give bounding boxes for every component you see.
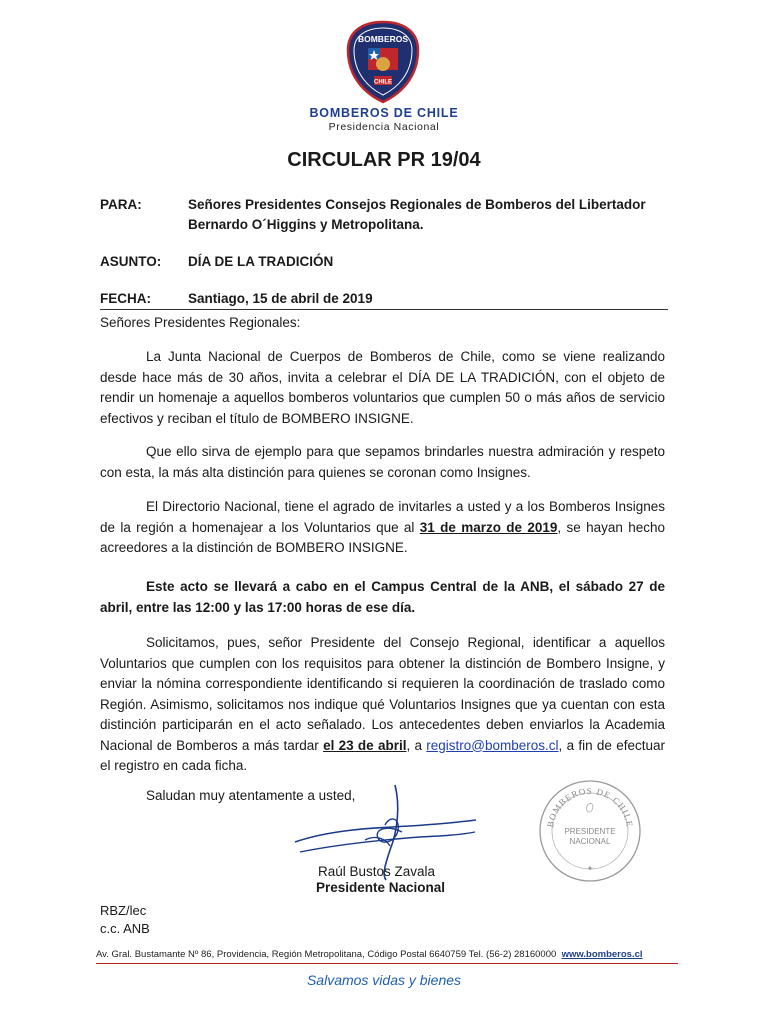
email-link[interactable]: registro@bomberos.cl (426, 737, 559, 753)
paragraph-3-text-b: , se hayan hecho acreedores a la distinción de BOMBERO INSIGNE. (100, 519, 665, 555)
para-value-line2: Bernardo O´Higgins y Metropolitana. (188, 217, 424, 232)
paragraph-3 (100, 497, 665, 559)
signer-title: Presidente Nacional (316, 880, 446, 895)
paragraph-1: La Junta Nacional de Cuerpos de Bomberos de Chile, como se viene realizando desde hace más de 30 años, invita a celebrar el DÍA DE LA TRADICIÓN, con el objeto de rendir un homenaje a aquellos bomberos voluntarios que cumplen 50 o más años de servicio efectivos y reciban el título de BOMBERO INSIGNE. (100, 349, 665, 426)
svg-text:✦: ✦ (586, 864, 594, 873)
para-label: PARA: (100, 197, 142, 212)
circular-title: CIRCULAR PR 19/04 (287, 149, 481, 171)
paragraph-5-date: el 23 de abril (323, 737, 407, 753)
signer-name: Raúl Bustos Zavala (318, 864, 436, 879)
footer-slogan: Salvamos vidas y bienes (306, 972, 462, 988)
paragraph-3-date: 31 de marzo de 2019 (419, 519, 558, 535)
asunto-value: DÍA DE LA TRADICIÓN (188, 254, 334, 269)
paragraph-2: Que ello sirva de ejemplo para que sepamos brindarles nuestra admiración y respeto con esta, la más alta distinción para quienes se coronan como Insignes. (100, 444, 665, 480)
carbon-copy: c.c. ANB (100, 921, 150, 936)
presidency-seal (535, 776, 645, 886)
seal-line-2: NACIONAL (569, 837, 611, 846)
para-value-line1: Señores Presidentes Consejos Regionales de Bomberos del Libertador (188, 197, 646, 212)
logo-text-top: BOMBEROS (357, 34, 409, 44)
seal-line-1: PRESIDENTE (564, 827, 616, 836)
paragraph-5-text-c: , a fin de efectuar el registro en cada ficha. (100, 737, 665, 773)
footer-divider (96, 963, 678, 964)
asunto-label: ASUNTO: (100, 254, 162, 269)
footer-address-line (96, 949, 678, 960)
paragraph-3-text-a: El Directorio Nacional, tiene el agrado de invitarles a usted y a los Bomberos Insignes de la región a homenajear a los Voluntarios que al (100, 499, 665, 535)
logo-text-bottom: CHILE (374, 79, 392, 86)
paragraph-4: Este acto se llevará a cabo en el Campus Central de la ANB, el sábado 27 de abril, entre las 12:00 y las 17:00 horas de ese día. (100, 579, 665, 615)
fecha-label: FECHA: (100, 291, 151, 306)
salutation: Señores Presidentes Regionales: (100, 315, 301, 330)
reference-initials: RBZ/lec (100, 903, 147, 918)
bomberos-logo (346, 20, 420, 104)
organization-subtitle: Presidencia Nacional (328, 121, 440, 133)
fecha-value: Santiago, 15 de abril de 2019 (188, 291, 373, 306)
header-divider (100, 309, 668, 310)
paragraph-5 (100, 633, 665, 777)
paragraph-5-text-b: , a (406, 737, 427, 753)
closing: Saludan muy atentamente a usted, (146, 788, 356, 803)
seal-ring-text: BOMBEROS DE CHILE (545, 785, 635, 829)
paragraph-5-text-a: Solicitamos, pues, señor Presidente del Consejo Regional, identificar a aquellos Voluntarios que cumplen con los requisitos para obtener la distinción de Bombero Insigne, y enviar la nómina correspondiente identificando si requieren la coordinación de traslado como Región. Asimismo, solicitamos nos indique qué Voluntarios Insignes que ya cuentan con esta distinción participarán en el acto señalado. Los antecedentes deben enviarlos la Academia Nacional de Bomberos a más tardar (100, 635, 665, 753)
footer-address: Av. Gral. Bustamante Nº 86, Providencia, Región Metropolitana, Código Postal 6640759 Tel. (56-2) 28160000 (96, 949, 557, 960)
organization-name: BOMBEROS DE CHILE (309, 106, 459, 120)
footer-website-link[interactable]: www.bomberos.cl (561, 949, 643, 960)
